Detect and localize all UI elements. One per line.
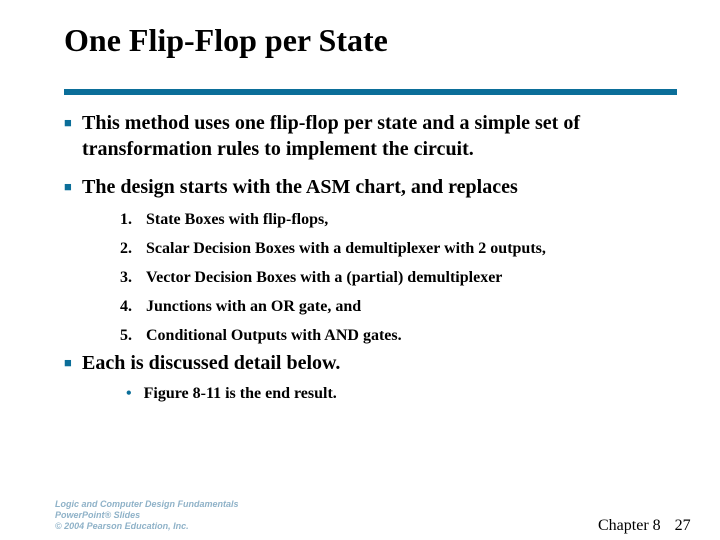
bullet-1 bbox=[64, 110, 674, 162]
square-bullet-icon: ■ bbox=[64, 179, 72, 194]
slide-title: One Flip-Flop per State bbox=[64, 22, 388, 58]
chapter-label: Chapter 8 bbox=[598, 517, 661, 534]
square-bullet-icon: ■ bbox=[64, 115, 72, 130]
item-number: 3. bbox=[120, 269, 132, 286]
slide-footer bbox=[598, 517, 691, 535]
item-number: 4. bbox=[120, 298, 132, 315]
item-number: 5. bbox=[120, 327, 132, 344]
logo-line: PowerPoint® Slides bbox=[55, 510, 141, 520]
bullet-2 bbox=[64, 174, 674, 200]
dot-bullet-icon: • bbox=[126, 385, 132, 402]
bullet-2-text: The design starts with the ASM chart, and replaces bbox=[82, 176, 518, 198]
list-item bbox=[120, 292, 546, 321]
bullet-3 bbox=[64, 350, 674, 376]
bullet-3-text: Each is discussed detail below. bbox=[82, 352, 341, 374]
item-text: State Boxes with flip-flops, bbox=[146, 211, 329, 228]
list-item bbox=[120, 321, 546, 350]
item-number: 2. bbox=[120, 240, 132, 257]
list-item bbox=[120, 234, 546, 263]
sub-bullet-text: Figure 8-11 is the end result. bbox=[143, 385, 337, 402]
publisher-logo bbox=[55, 499, 265, 532]
list-item bbox=[120, 263, 546, 292]
numbered-list bbox=[120, 205, 546, 350]
item-number: 1. bbox=[120, 211, 132, 228]
logo-line: © 2004 Pearson Education, Inc. bbox=[55, 521, 189, 531]
item-text: Conditional Outputs with AND gates. bbox=[146, 327, 402, 344]
square-bullet-icon: ■ bbox=[64, 355, 72, 370]
bullet-1-text: This method uses one flip-flop per state and a simple set of transformation rules to implement the circuit. bbox=[82, 112, 580, 160]
list-item bbox=[120, 205, 546, 234]
item-text: Junctions with an OR gate, and bbox=[146, 298, 362, 315]
item-text: Scalar Decision Boxes with a demultiplexer with 2 outputs, bbox=[146, 240, 546, 257]
item-text: Vector Decision Boxes with a (partial) demultiplexer bbox=[146, 269, 503, 286]
sub-bullet bbox=[126, 385, 337, 403]
title-divider bbox=[64, 89, 677, 95]
logo-line: Logic and Computer Design Fundamentals bbox=[55, 499, 239, 509]
page-number: 27 bbox=[674, 517, 691, 534]
